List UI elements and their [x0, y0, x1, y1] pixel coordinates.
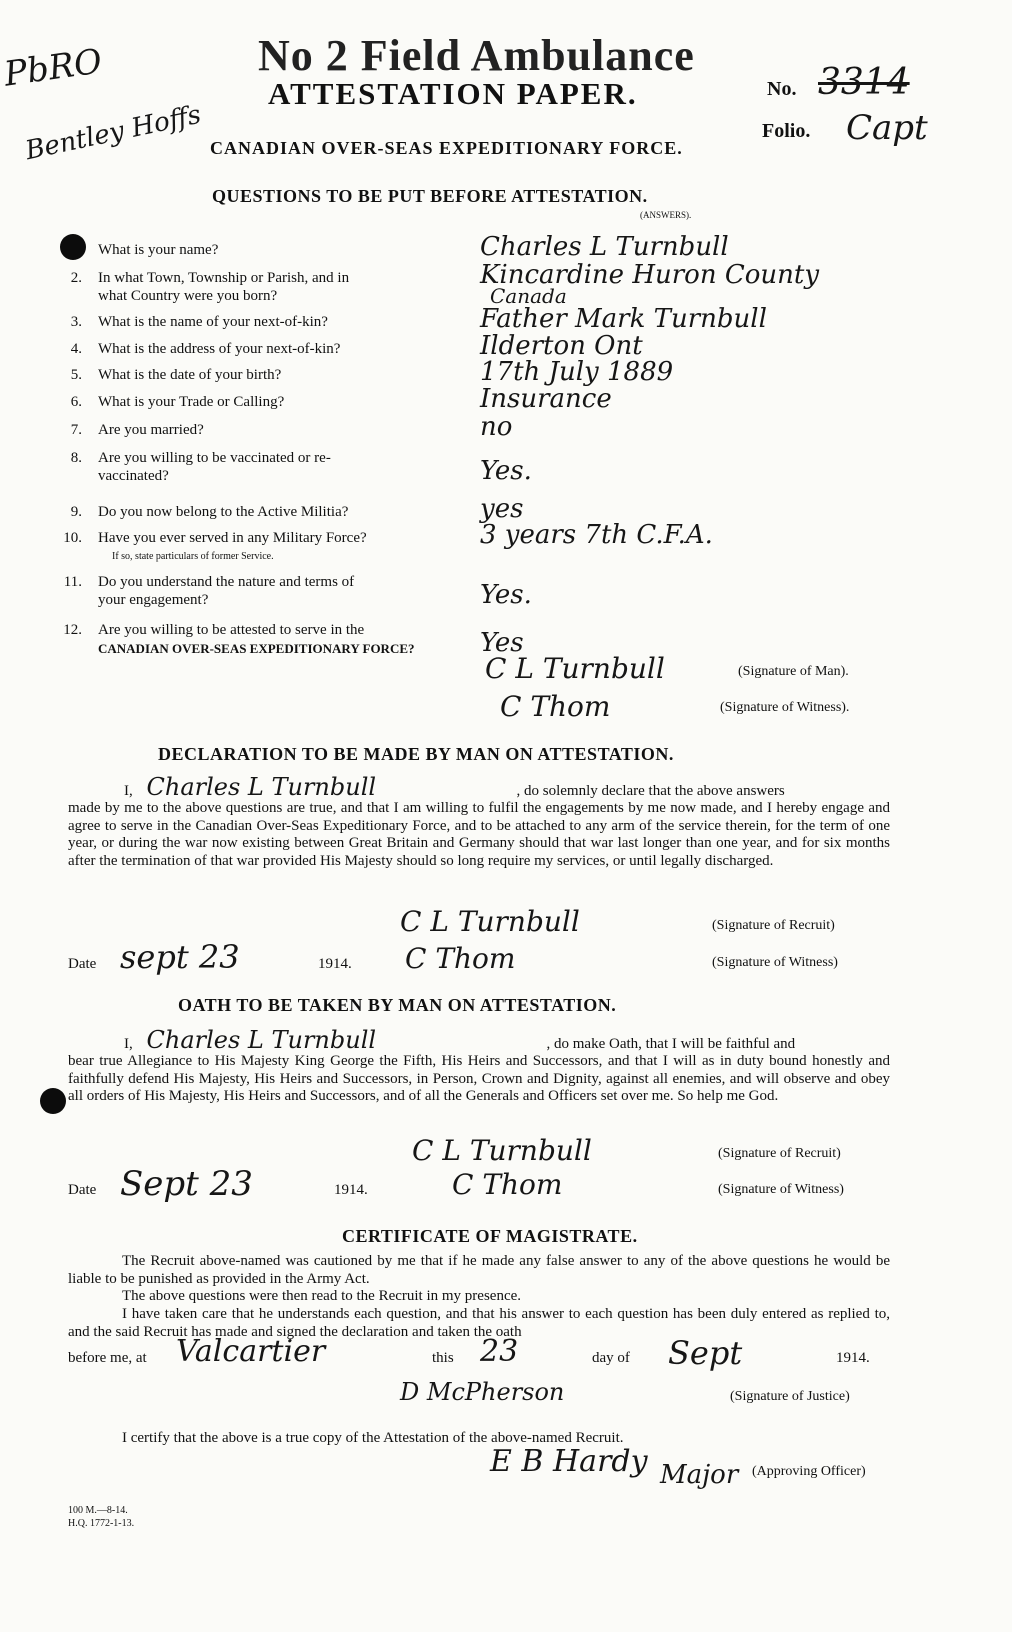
declaration-date-value: sept 23 — [120, 938, 240, 976]
answer-value: 3 years 7th C.F.A. — [480, 520, 713, 550]
month-value: Sept — [668, 1334, 743, 1372]
form-code-2: H.Q. 1772-1-13. — [68, 1518, 135, 1529]
number-label: No. — [767, 78, 797, 100]
oath-witness-label: (Signature of Witness) — [718, 1182, 844, 1197]
question-text: In what Town, Township or Parish, and in — [98, 270, 350, 286]
declaration-i: I, — [124, 783, 133, 799]
question-text-continued: your engagement? — [98, 592, 209, 608]
before-me-label: before me, at — [68, 1350, 147, 1366]
signature-of-witness: C Thom — [500, 690, 611, 723]
folio-label: Folio. — [762, 120, 811, 142]
declaration-witness-value: C Thom — [405, 942, 516, 975]
answer-value: 17th July 1889 — [480, 357, 674, 387]
answer-value: Kincardine Huron County — [480, 260, 820, 290]
answer-value: Yes. — [480, 580, 532, 610]
magistrate-paragraph-3: I have taken care that he understands each question, and that his answer to each question has been duly entered as replied to, and the said Recruit has made and signed the declaration and taken the oath — [68, 1306, 890, 1340]
question-number: 7. — [70, 422, 82, 438]
questions-heading: QUESTIONS TO BE PUT BEFORE ATTESTATION. — [212, 186, 648, 206]
question-text: Are you willing to be attested to serve in the — [98, 622, 365, 638]
answer-value: Yes — [480, 628, 524, 658]
declaration-signature-recruit-label: (Signature of Recruit) — [712, 918, 835, 933]
question-text: What is your name? — [98, 242, 219, 258]
declaration-first-line — [68, 773, 890, 801]
oath-signature-recruit-label: (Signature of Recruit) — [718, 1146, 841, 1161]
oath-i: I, — [124, 1036, 133, 1052]
justice-label: (Signature of Justice) — [730, 1389, 850, 1404]
question-text: Do you understand the nature and terms of — [98, 574, 355, 590]
magistrate-paragraph-1: The Recruit above-named was cautioned by me that if he made any false answer to any of the above questions he would be liable to be punished as provided in the Army Act. — [68, 1253, 890, 1287]
approving-officer-signature: E B Hardy — [490, 1444, 648, 1479]
question-number: 2. — [70, 270, 82, 286]
number-value: 3314 — [818, 62, 910, 103]
question-number: 11. — [63, 574, 82, 590]
answer-value-continued: Canada — [490, 284, 567, 308]
answer-value: Ilderton Ont — [480, 331, 643, 361]
punch-hole — [60, 234, 86, 260]
question-text-continued: CANADIAN OVER-SEAS EXPEDITIONARY FORCE? — [98, 641, 415, 656]
magistrate-year: 1914. — [836, 1350, 870, 1366]
question-text: What is the date of your birth? — [98, 367, 282, 383]
answer-value: yes — [480, 494, 524, 524]
certify-text: I certify that the above is a true copy of the Attestation of the above-named Recruit. — [122, 1430, 624, 1446]
day-of-label: day of — [592, 1350, 630, 1366]
answers-label: (ANSWERS). — [640, 210, 692, 220]
question-text-continued: what Country were you born? — [98, 288, 278, 304]
signature-of-witness-label: (Signature of Witness). — [720, 700, 850, 715]
day-value: 23 — [480, 1334, 519, 1369]
answer-value: no — [480, 412, 513, 442]
answer-value: Father Mark Turnbull — [480, 304, 767, 334]
page-title: ATTESTATION PAPER. — [268, 76, 638, 111]
oath-date-value: Sept 23 — [120, 1164, 253, 1204]
declaration-line1-rest: , do solemnly declare that the above answers — [516, 783, 785, 799]
form-code-1: 100 M.—8-14. — [68, 1505, 128, 1516]
approving-officer-label: (Approving Officer) — [752, 1464, 866, 1479]
margin-note-pbro: PbRO — [1, 41, 105, 95]
question-text: Have you ever served in any Military Force? — [98, 530, 367, 546]
question-number: 9. — [70, 504, 82, 520]
answer-value: Yes. — [480, 456, 532, 486]
force-title: CANADIAN OVER-SEAS EXPEDITIONARY FORCE. — [210, 138, 683, 158]
justice-signature: D McPherson — [400, 1378, 565, 1406]
declaration-body: made by me to the above questions are true, and that I am willing to fulfil the engagements by me now made, and I hereby engage and agree to serve in the Canadian Over-Seas Expeditionary Force, and to be attached to any arm of the service therein, for the term of one year, or during the war now existing between Great Britain and Germany should that war last longer than one year, and for six months after the termination of that war provided His Majesty should so long require my services, or until legally discharged. — [68, 800, 890, 869]
question-number: 8. — [70, 450, 82, 466]
question-text-continued: If so, state particulars of former Service. — [112, 551, 274, 562]
question-text: What is the name of your next-of-kin? — [98, 314, 328, 330]
oath-witness-value: C Thom — [452, 1168, 563, 1201]
question-number: 6. — [70, 394, 82, 410]
approving-officer-rank: Major — [660, 1460, 739, 1490]
magistrate-paragraph-2: The above questions were then read to the Recruit in my presence. — [122, 1288, 522, 1304]
question-number: 10. — [63, 530, 82, 546]
margin-note-signature: Bentley Hoffs — [22, 99, 204, 167]
declaration-heading: DECLARATION TO BE MADE BY MAN ON ATTESTATION. — [158, 744, 674, 764]
oath-heading: OATH TO BE TAKEN BY MAN ON ATTESTATION. — [178, 995, 617, 1015]
this-label: this — [432, 1350, 454, 1366]
folio-value: Capt — [846, 108, 928, 148]
question-number: 4. — [70, 341, 82, 357]
place-value: Valcartier — [176, 1334, 326, 1369]
question-text: Do you now belong to the Active Militia? — [98, 504, 349, 520]
unit-stamp: No 2 Field Ambulance — [258, 31, 695, 80]
declaration-witness-label: (Signature of Witness) — [712, 955, 838, 970]
oath-year: 1914. — [334, 1182, 368, 1198]
question-text: Are you married? — [98, 422, 204, 438]
oath-line1-rest: , do make Oath, that I will be faithful and — [546, 1036, 796, 1052]
question-number: 5. — [70, 367, 82, 383]
answer-value: Insurance — [480, 384, 612, 414]
declaration-date-label: Date — [68, 956, 97, 972]
oath-first-line — [68, 1026, 890, 1054]
oath-name: Charles L Turnbull — [146, 1026, 377, 1054]
oath-body: bear true Allegiance to His Majesty King George the Fifth, His Heirs and Successors, and that I will as in duty bound honestly and faithfully defend His Majesty, His Heirs and Successors, in Person, Crown and Dignity, against all enemies, and will observe and obey all orders of His Majesty, His Heirs and Successors, and of all the Generals and Officers set over me. So help me God. — [68, 1053, 890, 1104]
question-text: What is your Trade or Calling? — [98, 394, 285, 410]
oath-signature-recruit: C L Turnbull — [412, 1134, 592, 1167]
signature-of-man-label: (Signature of Man). — [738, 664, 849, 679]
question-text: Are you willing to be vaccinated or re- — [98, 450, 331, 466]
punch-hole — [40, 1088, 66, 1114]
declaration-name: Charles L Turnbull — [146, 773, 377, 801]
answer-value: Charles L Turnbull — [480, 232, 729, 262]
question-number: 12. — [63, 622, 82, 638]
question-number: 3. — [70, 314, 82, 330]
declaration-year: 1914. — [318, 956, 352, 972]
declaration-signature-recruit: C L Turnbull — [400, 905, 580, 938]
question-text: What is the address of your next-of-kin? — [98, 341, 341, 357]
question-text-continued: vaccinated? — [98, 468, 169, 484]
signature-of-man: C L Turnbull — [485, 652, 665, 685]
oath-date-label: Date — [68, 1182, 97, 1198]
magistrate-heading: CERTIFICATE OF MAGISTRATE. — [342, 1226, 638, 1246]
